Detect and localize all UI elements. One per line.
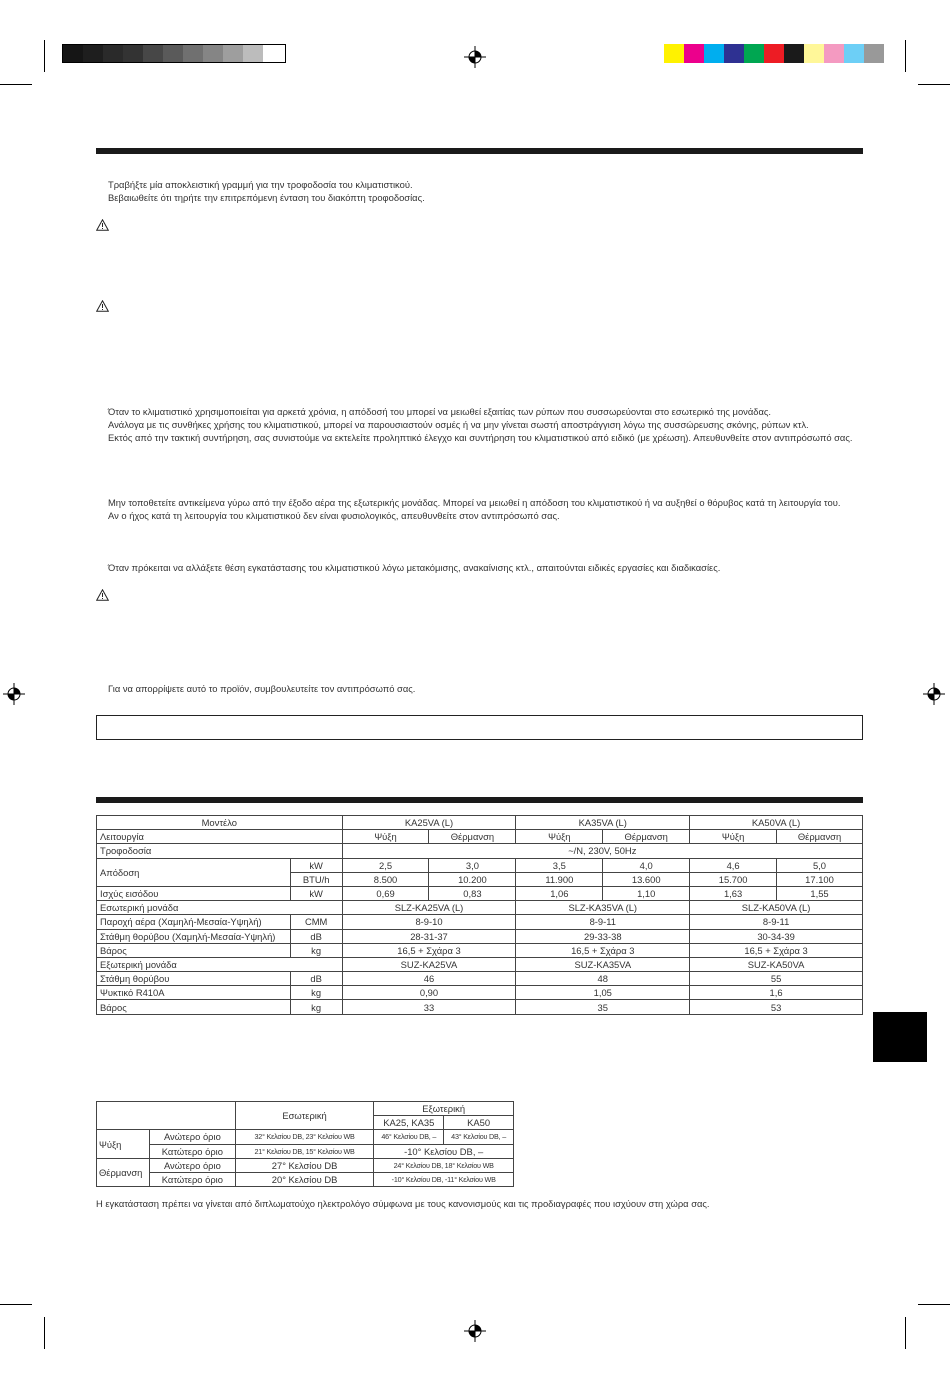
note-box — [96, 715, 863, 740]
cool-upper-outdoor: 46° Κελσίου DB, – — [374, 1130, 444, 1144]
power-supply-text — [108, 178, 864, 204]
upper-limit-label: Ανώτερο όριο — [149, 1158, 235, 1172]
warning-triangle-icon — [96, 589, 109, 601]
heating-label: Θέρμανση — [97, 1158, 150, 1186]
noise-indoor-value: 28-31-37 — [342, 929, 516, 943]
capacity-value: 3,0 — [429, 858, 516, 872]
color-swatch — [143, 45, 163, 62]
language-side-tab — [873, 1012, 927, 1062]
model-label: Μοντέλο — [97, 816, 343, 830]
lower-limit-label: Κατώτερο όριο — [149, 1144, 235, 1158]
heat-upper-indoor: 27° Κελσίου DB — [235, 1158, 374, 1172]
color-swatch — [844, 44, 864, 63]
color-swatch — [263, 45, 283, 62]
cool-lower-outdoor: -10° Κελσίου DB, – — [374, 1144, 514, 1158]
heating-header: Θέρμανση — [603, 830, 690, 844]
relocation-text — [108, 561, 864, 574]
refrigerant-value: 1,05 — [516, 986, 690, 1000]
capacity-btu-value: 17.100 — [777, 872, 863, 886]
capacity-value: 4,6 — [690, 858, 777, 872]
outdoor-subheader: KA50 — [444, 1116, 514, 1130]
outdoor-model: SUZ-KA35VA — [516, 957, 690, 971]
outdoor-unit-line: Αν ο ήχος κατά τη λειτουργία του κλιματιστικού δεν είναι φυσιολογικός, απευθυνθείτε στον αντιπρόσωπό σας. — [108, 510, 560, 521]
weight-outdoor-value: 33 — [342, 1000, 516, 1014]
unit-kg: kg — [290, 1000, 342, 1014]
installation-note — [96, 1197, 863, 1210]
color-swatch — [103, 45, 123, 62]
crop-mark — [905, 1317, 906, 1349]
noise-indoor-value: 30-34-39 — [690, 929, 863, 943]
unit-kg: kg — [290, 943, 342, 957]
color-swatch — [704, 44, 724, 63]
outdoor-header: Εξωτερική — [374, 1102, 514, 1116]
maintenance-line: Όταν το κλιματιστικό χρησιμοποιείται για αρκετά χρόνια, η απόδοσή του μπορεί να μειωθεί εξαιτίας των ρύπων που συσσωρεύονται στο εσωτερικό της μονάδας. — [108, 406, 772, 417]
weight-indoor-value: 16,5 + Σχάρα 3 — [516, 943, 690, 957]
unit-btu: BTU/h — [290, 872, 342, 886]
crop-mark — [0, 1304, 32, 1305]
color-calibration-bar — [664, 44, 886, 63]
capacity-value: 5,0 — [777, 858, 863, 872]
color-swatch — [163, 45, 183, 62]
crop-mark — [918, 1304, 950, 1305]
disposal-text — [108, 682, 864, 695]
power-supply-line: Βεβαιωθείτε ότι τηρήτε την επιτρεπόμενη ένταση του διακόπτη τροφοδοσίας. — [108, 192, 425, 203]
capacity-btu-value: 13.600 — [603, 872, 690, 886]
outdoor-unit-label: Εξωτερική μονάδα — [97, 957, 343, 971]
power-supply-label: Τροφοδοσία — [97, 844, 343, 858]
capacity-label: Απόδοση — [97, 858, 291, 886]
unit-kw: kW — [290, 858, 342, 872]
color-swatch — [223, 45, 243, 62]
color-swatch — [764, 44, 784, 63]
model-header: KA50VA (L) — [690, 816, 863, 830]
lower-limit-label: Κατώτερο όριο — [149, 1172, 235, 1186]
capacity-btu-value: 11.900 — [516, 872, 603, 886]
cool-upper-indoor: 32° Κελσίου DB, 23° Κελσίου WB — [235, 1130, 374, 1144]
indoor-model: SLZ-KA25VA (L) — [342, 901, 516, 915]
airflow-label: Παροχή αέρα (Χαμηλή-Μεσαία-Υψηλή) — [97, 915, 291, 929]
heat-lower-indoor: 20° Κελσίου DB — [235, 1172, 374, 1186]
empty-corner-cell — [97, 1102, 236, 1130]
cooling-header: Ψύξη — [690, 830, 777, 844]
color-swatch — [804, 44, 824, 63]
color-swatch — [183, 45, 203, 62]
noise-outdoor-value: 46 — [342, 972, 516, 986]
indoor-unit-label: Εσωτερική μονάδα — [97, 901, 343, 915]
input-label: Ισχύς εισόδου — [97, 886, 291, 900]
operation-label: Λειτουργία — [97, 830, 343, 844]
airflow-value: 8-9-11 — [516, 915, 690, 929]
capacity-btu-value: 10.200 — [429, 872, 516, 886]
relocation-line: Όταν πρόκειται να αλλάξετε θέση εγκατάστασης του κλιματιστικού λόγω μετακόμισης, ανακαίνισης κτλ., απαιτούνται ειδικές εργασίες και διαδικασίες. — [108, 562, 721, 573]
operating-limits-table — [96, 1101, 514, 1187]
cooling-header: Ψύξη — [342, 830, 429, 844]
cooling-header: Ψύξη — [516, 830, 603, 844]
outdoor-model: SUZ-KA25VA — [342, 957, 516, 971]
heat-lower-outdoor: -10° Κελσίου DB, -11° Κελσίου WB — [374, 1172, 514, 1186]
specifications-table — [96, 815, 863, 1015]
unit-kw: kW — [290, 886, 342, 900]
installation-note-line: Η εγκατάσταση πρέπει να γίνεται από διπλωματούχο ηλεκτρολόγο σύμφωνα με τους κανονισμούς και τις προδιαγραφές που ισχύουν στη χώρα σας. — [96, 1198, 710, 1209]
input-value: 0,69 — [342, 886, 429, 900]
unit-cmm: CMM — [290, 915, 342, 929]
color-swatch — [203, 45, 223, 62]
crop-mark — [0, 84, 32, 85]
gray-calibration-bar — [62, 44, 286, 63]
unit-db: dB — [290, 972, 342, 986]
indoor-model: SLZ-KA35VA (L) — [516, 901, 690, 915]
weight-indoor-value: 16,5 + Σχάρα 3 — [690, 943, 863, 957]
capacity-value: 4,0 — [603, 858, 690, 872]
power-supply-line: Τραβήξτε μία αποκλειστική γραμμή για την τροφοδοσία του κλιματιστικού. — [108, 179, 413, 190]
crop-mark — [44, 1317, 45, 1349]
color-swatch — [744, 44, 764, 63]
color-swatch — [664, 44, 684, 63]
weight-outdoor-value: 35 — [516, 1000, 690, 1014]
maintenance-text — [108, 405, 864, 444]
warning-triangle-icon — [96, 300, 109, 312]
outdoor-unit-text — [108, 496, 864, 522]
registration-mark-icon — [3, 683, 25, 705]
input-value: 1,55 — [777, 886, 863, 900]
color-swatch — [63, 45, 83, 62]
indoor-model: SLZ-KA50VA (L) — [690, 901, 863, 915]
maintenance-line: Εκτός από την τακτική συντήρηση, σας συνιστούμε να εκτελείτε προληπτικό έλεγχο και συντήρηση του κλιματιστικού από ειδικό (με χρέωση). Απευθυνθείτε στον αντιπρόσωπό σας. — [108, 432, 853, 443]
registration-mark-icon — [923, 683, 945, 705]
noise-outdoor-value: 48 — [516, 972, 690, 986]
color-swatch — [123, 45, 143, 62]
color-swatch — [784, 44, 804, 63]
crop-mark — [918, 84, 950, 85]
capacity-value: 3,5 — [516, 858, 603, 872]
section-rule — [96, 148, 863, 154]
input-value: 1,10 — [603, 886, 690, 900]
capacity-btu-value: 15.700 — [690, 872, 777, 886]
airflow-value: 8-9-10 — [342, 915, 516, 929]
noise-outdoor-label: Στάθμη θορύβου — [97, 972, 291, 986]
upper-limit-label: Ανώτερο όριο — [149, 1130, 235, 1144]
color-swatch — [243, 45, 263, 62]
indoor-header: Εσωτερική — [235, 1102, 374, 1130]
weight-label: Βάρος — [97, 1000, 291, 1014]
unit-db: dB — [290, 929, 342, 943]
color-swatch — [83, 45, 103, 62]
input-value: 1,63 — [690, 886, 777, 900]
heating-header: Θέρμανση — [429, 830, 516, 844]
color-swatch — [824, 44, 844, 63]
noise-indoor-label: Στάθμη θορύβου (Χαμηλή-Μεσαία-Υψηλή) — [97, 929, 291, 943]
input-value: 1,06 — [516, 886, 603, 900]
weight-indoor-value: 16,5 + Σχάρα 3 — [342, 943, 516, 957]
section-rule — [96, 797, 863, 803]
crop-mark — [905, 40, 906, 72]
airflow-value: 8-9-11 — [690, 915, 863, 929]
cool-lower-indoor: 21° Κελσίου DB, 15° Κελσίου WB — [235, 1144, 374, 1158]
noise-indoor-value: 29-33-38 — [516, 929, 690, 943]
refrigerant-label: Ψυκτικό R410A — [97, 986, 291, 1000]
input-value: 0,83 — [429, 886, 516, 900]
registration-mark-icon — [464, 46, 486, 68]
capacity-value: 2,5 — [342, 858, 429, 872]
power-supply-value: ~/N, 230V, 50Hz — [342, 844, 862, 858]
disposal-line: Για να απορρίψετε αυτό το προϊόν, συμβουλευτείτε τον αντιπρόσωπό σας. — [108, 683, 416, 694]
cool-upper-outdoor: 43° Κελσίου DB, – — [444, 1130, 514, 1144]
warning-triangle-icon — [96, 219, 109, 231]
refrigerant-value: 1,6 — [690, 986, 863, 1000]
weight-outdoor-value: 53 — [690, 1000, 863, 1014]
model-header: KA25VA (L) — [342, 816, 516, 830]
noise-outdoor-value: 55 — [690, 972, 863, 986]
color-swatch — [864, 44, 884, 63]
outdoor-unit-line: Μην τοποθετείτε αντικείμενα γύρω από την έξοδο αέρα της εξωτερικής μονάδας. Μπορεί να μειωθεί η απόδοση του κλιματιστικού ή να αυξηθεί ο θόρυβος κατά τη λειτουργία του. — [108, 497, 841, 508]
model-header: KA35VA (L) — [516, 816, 690, 830]
color-swatch — [684, 44, 704, 63]
maintenance-line: Ανάλογα με τις συνθήκες χρήσης του κλιματιστικού, μπορεί να παρουσιαστούν οσμές ή να μην γίνεται σωστή αποστράγγιση λόγω της συσσώρευσης σκόνης, ρύπων κτλ. — [108, 419, 809, 430]
weight-label: Βάρος — [97, 943, 291, 957]
color-swatch — [724, 44, 744, 63]
cooling-label: Ψύξη — [97, 1130, 150, 1158]
outdoor-model: SUZ-KA50VA — [690, 957, 863, 971]
registration-mark-icon — [464, 1320, 486, 1342]
heating-header: Θέρμανση — [777, 830, 863, 844]
refrigerant-value: 0,90 — [342, 986, 516, 1000]
crop-mark — [44, 40, 45, 72]
unit-kg: kg — [290, 986, 342, 1000]
heat-upper-outdoor: 24° Κελσίου DB, 18° Κελσίου WB — [374, 1158, 514, 1172]
outdoor-subheader: KA25, KA35 — [374, 1116, 444, 1130]
capacity-btu-value: 8.500 — [342, 872, 429, 886]
